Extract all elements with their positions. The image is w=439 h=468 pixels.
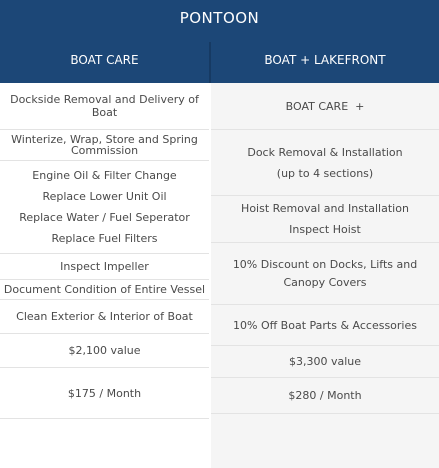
boat-lakefront-value bbox=[211, 346, 439, 378]
boat-care-feature bbox=[0, 254, 209, 280]
feature-line: Replace Fuel Filters bbox=[51, 232, 158, 245]
column-headers bbox=[0, 36, 439, 83]
feature-line: Clean Exterior & Interior of Boat bbox=[16, 310, 193, 323]
boat-care-feature bbox=[0, 83, 209, 130]
boat-lakefront-feature bbox=[211, 83, 439, 130]
feature-line: Engine Oil & Filter Change bbox=[32, 169, 177, 182]
plan-title-text: PONTOON bbox=[179, 9, 260, 27]
price-text: $280 / Month bbox=[288, 389, 362, 402]
feature-line: 10% Off Boat Parts & Accessories bbox=[233, 318, 417, 332]
boat-lakefront-feature bbox=[211, 130, 439, 196]
feature-line: 10% Discount on Docks, Lifts and bbox=[232, 257, 418, 271]
boat-lakefront-feature bbox=[211, 196, 439, 243]
boat-care-feature bbox=[0, 300, 209, 334]
column-header-boat-care bbox=[0, 36, 209, 83]
plan-title bbox=[0, 0, 439, 36]
price-text: $175 / Month bbox=[67, 386, 142, 400]
feature-line: Document Condition of Entire Vessel bbox=[3, 283, 206, 296]
feature-line: Winterize, Wrap, Store and Spring bbox=[11, 133, 198, 146]
column-header-label: BOAT + LAKEFRONT bbox=[264, 52, 386, 67]
boat-lakefront-monthly-price bbox=[211, 378, 439, 414]
boat-care-feature bbox=[0, 280, 209, 300]
boat-lakefront-feature bbox=[211, 243, 439, 305]
boat-lakefront-feature bbox=[211, 305, 439, 346]
feature-line: Inspect Hoist bbox=[289, 223, 361, 236]
boat-care-value bbox=[0, 334, 209, 368]
feature-line: Canopy Covers bbox=[283, 275, 367, 289]
feature-line: Replace Water / Fuel Seperator bbox=[19, 211, 190, 224]
boat-care-feature bbox=[0, 130, 209, 161]
feature-line: Hoist Removal and Installation bbox=[241, 202, 409, 215]
boat-care-monthly-price bbox=[0, 368, 209, 419]
feature-line: (up to 4 sections) bbox=[276, 166, 374, 180]
feature-line: Inspect Impeller bbox=[60, 260, 149, 273]
column-header-label: BOAT CARE bbox=[70, 52, 139, 67]
value-text: $2,100 value bbox=[68, 344, 141, 357]
value-text: $3,300 value bbox=[288, 355, 362, 368]
feature-line: Commission bbox=[70, 144, 139, 157]
feature-line: Boat bbox=[91, 106, 118, 119]
boat-care-feature bbox=[0, 161, 209, 254]
column-header-boat-lakefront bbox=[211, 36, 439, 83]
feature-line: Dock Removal & Installation bbox=[247, 145, 403, 159]
feature-line: Replace Lower Unit Oil bbox=[42, 190, 167, 203]
feature-line: Dockside Removal and Delivery of bbox=[10, 93, 199, 106]
feature-line: BOAT CARE + bbox=[285, 99, 365, 113]
